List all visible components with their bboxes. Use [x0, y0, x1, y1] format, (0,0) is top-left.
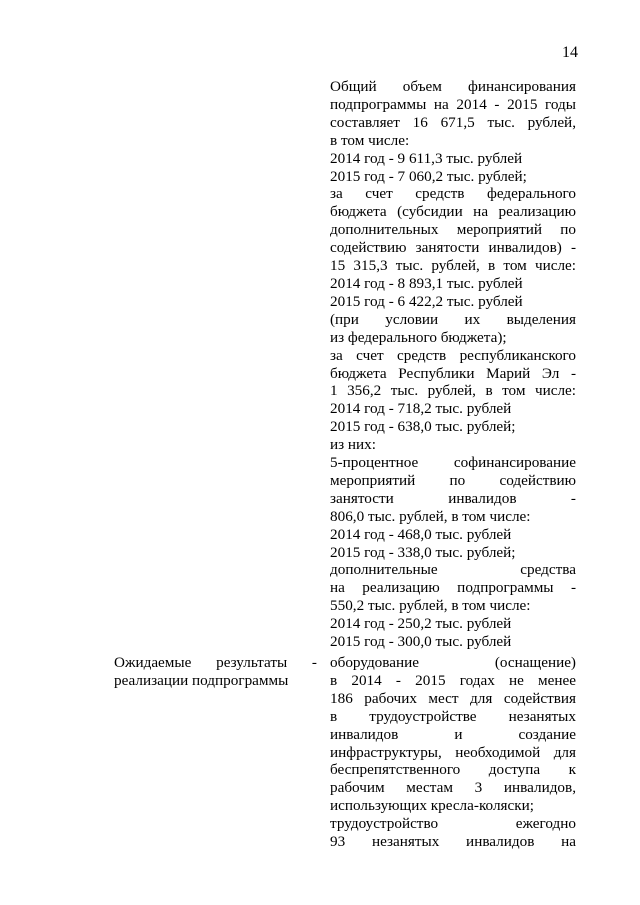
results-label	[114, 654, 317, 690]
financing-line: 15 315,3 тыс. рублей, в том числе:	[330, 257, 576, 275]
financing-line: 2014 год - 250,2 тыс. рублей	[330, 615, 512, 633]
financing-line: 550,2 тыс. рублей, в том числе:	[330, 597, 531, 615]
results-line: беспрепятственного доступа к	[330, 761, 576, 779]
financing-line: 5-процентное софинансирование	[330, 454, 576, 472]
results-line: рабочим местам 3 инвалидов,	[330, 779, 576, 797]
financing-line: 2015 год - 6 422,2 тыс. рублей	[330, 292, 523, 310]
financing-line: 2015 год - 638,0 тыс. рублей;	[330, 418, 516, 436]
results-line: в трудоустройстве незанятых	[330, 707, 576, 725]
financing-line: 2014 год - 9 611,3 тыс. рублей	[330, 149, 523, 167]
results-line: 93 незанятых инвалидов на	[330, 833, 576, 851]
page-number: 14	[562, 44, 578, 61]
financing-line: на реализацию подпрограммы -	[330, 579, 576, 597]
financing-line: бюджета Республики Марий Эл -	[330, 364, 576, 382]
financing-line: 806,0 тыс. рублей, в том числе:	[330, 507, 531, 525]
results-line: в 2014 - 2015 годах не менее	[330, 671, 576, 689]
financing-line: мероприятий по содействию	[330, 471, 576, 489]
financing-line: за счет средств федерального	[330, 185, 576, 203]
financing-line: в том числе:	[330, 131, 410, 149]
results-line: инвалидов и создание	[330, 725, 576, 743]
financing-line: 2014 год - 8 893,1 тыс. рублей	[330, 274, 523, 292]
financing-line: (при условии их выделения	[330, 310, 576, 328]
financing-line: 2014 год - 468,0 тыс. рублей	[330, 525, 512, 543]
financing-line: Общий объем финансирования	[330, 78, 576, 95]
results-line: трудоустройство ежегодно	[330, 815, 576, 833]
financing-line: 2015 год - 7 060,2 тыс. рублей;	[330, 167, 527, 185]
financing-line: содействию занятости инвалидов) -	[330, 239, 576, 257]
financing-line: подпрограммы на 2014 - 2015 годы	[330, 95, 576, 113]
financing-line: 2014 год - 718,2 тыс. рублей	[330, 400, 512, 418]
results-label-line: Ожидаемые результаты -	[114, 654, 317, 671]
financing-text	[330, 78, 576, 651]
results-label-line: реализации подпрограммы	[114, 671, 289, 689]
financing-line: 2015 год - 300,0 тыс. рублей	[330, 633, 512, 651]
results-text	[330, 654, 576, 851]
financing-line: 2015 год - 338,0 тыс. рублей;	[330, 543, 516, 561]
financing-line: за счет средств республиканского	[330, 346, 576, 364]
financing-line: дополнительные средства	[330, 561, 576, 579]
financing-line: бюджета (субсидии на реализацию	[330, 203, 576, 221]
financing-line: составляет 16 671,5 тыс. рублей,	[330, 113, 576, 131]
financing-line: дополнительных мероприятий по	[330, 221, 576, 239]
results-line: инфраструктуры, необходимой для	[330, 743, 576, 761]
results-line: оборудование (оснащение)	[330, 654, 576, 671]
results-line: 186 рабочих мест для содействия	[330, 689, 576, 707]
financing-line: из них:	[330, 436, 376, 454]
results-line: использующих кресла-коляски;	[330, 797, 534, 815]
financing-line: из федерального бюджета);	[330, 328, 507, 346]
financing-line: 1 356,2 тыс. рублей, в том числе:	[330, 382, 576, 400]
financing-line: занятости инвалидов -	[330, 489, 576, 507]
